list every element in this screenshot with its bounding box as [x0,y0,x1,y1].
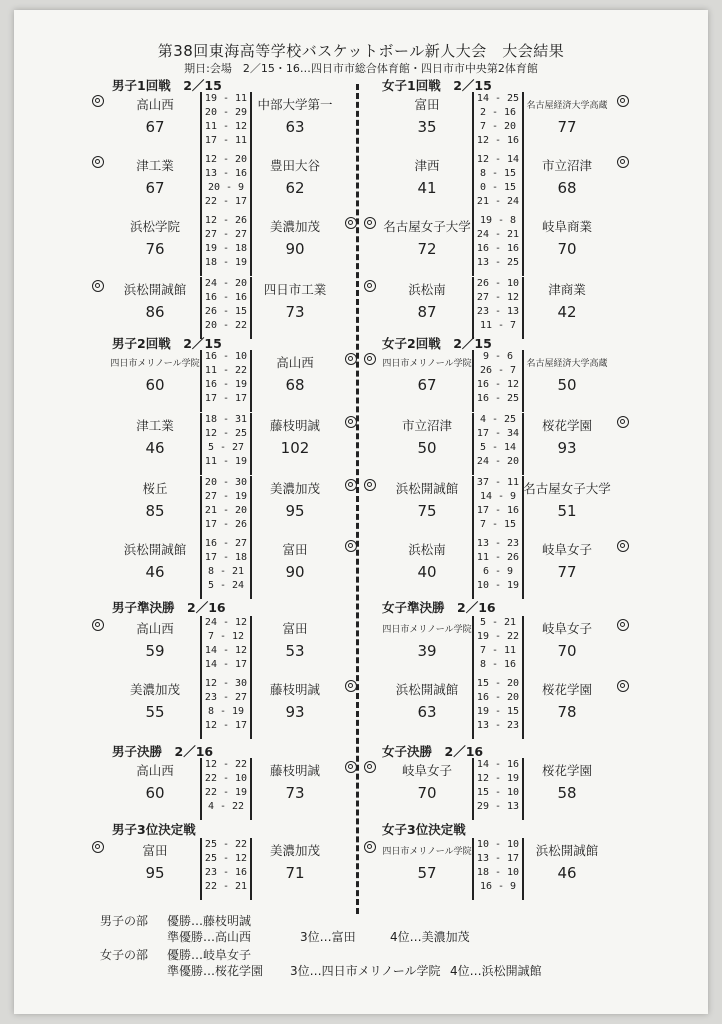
quarter-scores [472,677,524,739]
left-team-score: 72 [417,240,437,258]
girls-match [364,838,634,902]
quarter-score: 22 - 19 [204,787,248,798]
left-team-score: 76 [145,240,165,258]
right-team-name: 岐阜女子 [541,542,592,557]
boys-fourth: 4位…美濃加茂 [390,930,470,944]
left-team-score: 55 [145,703,165,721]
girls-fourth: 4位…浜松開誠館 [450,964,542,978]
quarter-score: 18 - 31 [204,414,248,425]
quarter-score: 5 - 24 [207,580,245,591]
left-team-score: 46 [145,439,165,457]
left-team-name: 高山西 [136,621,174,636]
left-team-name: 浜松開誠館 [395,682,459,697]
girls-round-title: 女子準決勝 2／16 [382,600,496,615]
quarter-score: 7 - 12 [207,631,245,642]
quarter-score: 24 - 21 [476,229,520,240]
quarter-score: 24 - 20 [204,278,248,289]
boys-match [92,838,362,902]
quarter-score: 27 - 12 [476,292,520,303]
winner-mark-icon [345,680,357,692]
quarter-score: 12 - 25 [204,428,248,439]
right-team-name: 高山西 [276,355,314,370]
quarter-score: 22 - 10 [204,773,248,784]
right-team-score: 77 [557,563,577,581]
girls-third: 3位…四日市メリノール学院 [290,964,441,978]
right-team-score: 42 [557,303,577,321]
left-team-name: 津工業 [136,158,174,173]
left-team-name: 浜松開誠館 [123,542,187,557]
right-team-score: 93 [285,703,305,721]
quarter-scores [200,758,252,820]
quarter-score: 19 - 11 [204,93,248,104]
quarter-score: 16 - 27 [204,538,248,549]
left-team-name: 四日市メリノール学院 [110,359,200,369]
girls-summary-label: 女子の部 [100,948,149,962]
left-team-score: 40 [417,563,437,581]
left-team-name: 岐阜女子 [401,763,452,778]
quarter-score: 19 - 15 [476,706,520,717]
quarter-score: 2 - 16 [479,107,517,118]
left-team-score: 95 [145,864,165,882]
quarter-scores [200,277,252,339]
right-team-score: 46 [557,864,577,882]
quarter-score: 13 - 23 [476,720,520,731]
right-team-name: 名古屋経済大学高蔵 [526,101,608,111]
quarter-score: 14 - 12 [204,645,248,656]
winner-mark-icon [617,95,629,107]
right-team-score: 62 [285,179,305,197]
right-team-score: 58 [557,784,577,802]
left-team-name: 四日市メリノール学院 [382,625,472,635]
quarter-score: 13 - 23 [476,538,520,549]
boys-match [92,277,362,341]
quarter-score: 12 - 14 [476,154,520,165]
winner-mark-icon [617,540,629,552]
quarter-score: 12 - 22 [204,759,248,770]
quarter-score: 7 - 15 [479,519,517,530]
girls-match [364,537,634,601]
quarter-score: 4 - 22 [207,801,245,812]
left-team-score: 60 [145,784,165,802]
quarter-score: 20 - 22 [204,320,248,331]
right-team-score: 51 [557,502,577,520]
right-team-name: 名古屋経済大学高蔵 [526,359,608,369]
quarter-score: 11 - 7 [479,320,517,331]
boys-match [92,413,362,477]
left-team-name: 富田 [142,843,168,858]
right-team-name: 富田 [282,542,308,557]
right-team-score: 90 [285,563,305,581]
winner-mark-icon [364,841,376,853]
quarter-scores [200,153,252,215]
right-team-score: 73 [285,303,305,321]
quarter-score: 17 - 26 [204,519,248,530]
quarter-score: 11 - 22 [204,365,248,376]
right-team-name: 名古屋女子大学 [523,481,611,496]
left-team-score: 67 [417,376,437,394]
quarter-scores [200,413,252,475]
right-team-name: 岐阜女子 [541,621,592,636]
left-team-score: 59 [145,642,165,660]
left-team-score: 70 [417,784,437,802]
right-team-score: 70 [557,642,577,660]
winner-mark-icon [364,353,376,365]
winner-mark-icon [345,540,357,552]
right-team-score: 90 [285,240,305,258]
quarter-score: 16 - 12 [476,379,520,390]
quarter-scores [472,277,524,339]
quarter-score: 12 - 30 [204,678,248,689]
right-team-score: 63 [285,118,305,136]
quarter-score: 12 - 16 [476,135,520,146]
left-team-name: 浜松開誠館 [395,481,459,496]
quarter-score: 11 - 19 [204,456,248,467]
quarter-score: 26 - 7 [479,365,517,376]
quarter-score: 5 - 14 [479,442,517,453]
quarter-score: 18 - 19 [204,257,248,268]
girls-match [364,153,634,217]
boys-round-title: 男子決勝 2／16 [112,744,214,759]
quarter-score: 19 - 8 [479,215,517,226]
quarter-score: 19 - 18 [204,243,248,254]
right-team-score: 102 [280,439,310,457]
quarter-score: 21 - 20 [204,505,248,516]
quarter-score: 29 - 13 [476,801,520,812]
quarter-score: 5 - 27 [207,442,245,453]
quarter-score: 23 - 13 [476,306,520,317]
quarter-scores [472,838,524,900]
quarter-score: 17 - 17 [204,393,248,404]
quarter-scores [472,616,524,678]
quarter-score: 21 - 24 [476,196,520,207]
boys-match [92,92,362,156]
girls-round-title: 女子3位決定戦 [382,822,466,837]
right-team-name: 桜花学園 [541,763,592,778]
winner-mark-icon [364,280,376,292]
girls-round-title: 女子1回戦 2／15 [382,78,492,93]
quarter-score: 7 - 11 [479,645,517,656]
quarter-score: 16 - 9 [479,881,517,892]
quarter-score: 11 - 12 [204,121,248,132]
page-title: 第38回東海高等学校バスケットボール新人大会 大会結果 [157,42,565,60]
winner-mark-icon [92,280,104,292]
quarter-score: 17 - 16 [476,505,520,516]
quarter-score: 13 - 17 [476,853,520,864]
quarter-score: 26 - 10 [476,278,520,289]
quarter-score: 23 - 27 [204,692,248,703]
winner-mark-icon [345,761,357,773]
quarter-scores [472,537,524,599]
boys-round-title: 男子2回戦 2／15 [112,336,222,351]
quarter-scores [200,92,252,154]
right-team-name: 豊田大谷 [269,158,320,173]
quarter-score: 15 - 10 [476,787,520,798]
right-team-name: 市立沼津 [541,158,592,173]
quarter-score: 25 - 22 [204,839,248,850]
winner-mark-icon [617,156,629,168]
quarter-score: 18 - 10 [476,867,520,878]
quarter-score: 27 - 19 [204,491,248,502]
quarter-score: 14 - 16 [476,759,520,770]
left-team-score: 75 [417,502,437,520]
winner-mark-icon [617,680,629,692]
girls-match [364,92,634,156]
quarter-scores [200,537,252,599]
quarter-score: 27 - 27 [204,229,248,240]
quarter-score: 23 - 16 [204,867,248,878]
quarter-score: 6 - 9 [482,566,514,577]
quarter-score: 8 - 15 [479,168,517,179]
right-team-name: 四日市工業 [263,282,327,297]
quarter-scores [472,758,524,820]
quarter-scores [200,476,252,538]
left-team-name: 名古屋女子大学 [383,219,471,234]
right-team-score: 53 [285,642,305,660]
girls-winner: 優勝…岐阜女子 [167,948,252,962]
quarter-score: 8 - 19 [207,706,245,717]
girls-round-title: 女子2回戦 2／15 [382,336,492,351]
right-team-name: 浜松開誠館 [535,843,599,858]
winner-mark-icon [364,761,376,773]
right-team-name: 桜花学園 [541,682,592,697]
boys-match [92,616,362,680]
left-team-name: 桜丘 [142,481,168,496]
quarter-score: 16 - 25 [476,393,520,404]
quarter-score: 25 - 12 [204,853,248,864]
winner-mark-icon [345,353,357,365]
right-team-name: 桜花学園 [541,418,592,433]
right-team-name: 藤枝明誠 [269,763,320,778]
quarter-score: 8 - 21 [207,566,245,577]
boys-round-title: 男子準決勝 2／16 [112,600,226,615]
quarter-score: 16 - 20 [476,692,520,703]
right-team-name: 藤枝明誠 [269,418,320,433]
right-team-name: 美濃加茂 [269,843,320,858]
quarter-score: 17 - 11 [204,135,248,146]
boys-match [92,476,362,540]
winner-mark-icon [92,619,104,631]
left-team-score: 50 [417,439,437,457]
right-team-score: 95 [285,502,305,520]
boys-third: 3位…富田 [300,930,356,944]
winner-mark-icon [92,841,104,853]
boys-match [92,677,362,741]
girls-match [364,476,634,540]
quarter-score: 8 - 16 [479,659,517,670]
right-team-score: 93 [557,439,577,457]
right-team-name: 津商業 [548,282,586,297]
boys-match [92,214,362,278]
winner-mark-icon [617,619,629,631]
right-team-score: 50 [557,376,577,394]
quarter-scores [472,214,524,276]
girls-runner-up: 準優勝…桜花学園 [167,964,264,978]
left-team-name: 四日市メリノール学院 [382,847,472,857]
right-team-score: 70 [557,240,577,258]
left-team-score: 46 [145,563,165,581]
boys-winner: 優勝…藤枝明誠 [167,914,252,928]
right-team-name: 中部大学第一 [257,97,333,112]
girls-match [364,350,634,414]
quarter-score: 16 - 16 [204,292,248,303]
quarter-scores [200,214,252,276]
quarter-score: 10 - 10 [476,839,520,850]
left-team-score: 87 [417,303,437,321]
quarter-score: 24 - 12 [204,617,248,628]
left-team-name: 高山西 [136,763,174,778]
quarter-score: 26 - 15 [204,306,248,317]
winner-mark-icon [345,479,357,491]
quarter-score: 22 - 17 [204,196,248,207]
left-team-name: 浜松学院 [129,219,180,234]
page-subtitle: 期日:会場 2／15・16…四日市市総合体育館・四日市市中央第2体育館 [184,62,538,75]
girls-round-title: 女子決勝 2／16 [382,744,484,759]
right-team-score: 73 [285,784,305,802]
winner-mark-icon [617,416,629,428]
left-team-score: 63 [417,703,437,721]
quarter-score: 14 - 9 [479,491,517,502]
quarter-score: 7 - 20 [479,121,517,132]
right-team-name: 藤枝明誠 [269,682,320,697]
left-team-score: 67 [145,118,165,136]
right-team-score: 77 [557,118,577,136]
boys-round-title: 男子1回戦 2／15 [112,78,222,93]
right-team-name: 岐阜商業 [541,219,592,234]
winner-mark-icon [345,217,357,229]
quarter-score: 15 - 20 [476,678,520,689]
girls-match [364,413,634,477]
quarter-scores [200,677,252,739]
left-team-name: 美濃加茂 [129,682,180,697]
winner-mark-icon [92,156,104,168]
left-team-name: 津西 [414,158,440,173]
winner-mark-icon [345,416,357,428]
left-team-name: 浜松南 [408,282,446,297]
quarter-score: 20 - 30 [204,477,248,488]
right-team-score: 71 [285,864,305,882]
girls-match [364,277,634,341]
quarter-score: 12 - 26 [204,215,248,226]
left-team-score: 57 [417,864,437,882]
quarter-scores [200,616,252,678]
boys-match [92,758,362,822]
quarter-score: 4 - 25 [479,414,517,425]
quarter-score: 10 - 19 [476,580,520,591]
quarter-score: 12 - 19 [476,773,520,784]
quarter-scores [472,413,524,475]
boys-match [92,350,362,414]
quarter-score: 14 - 17 [204,659,248,670]
quarter-score: 17 - 34 [476,428,520,439]
left-team-name: 高山西 [136,97,174,112]
quarter-score: 9 - 6 [482,351,514,362]
boys-match [92,537,362,601]
left-team-name: 市立沼津 [401,418,452,433]
quarter-score: 37 - 11 [476,477,520,488]
quarter-score: 24 - 20 [476,456,520,467]
left-team-name: 四日市メリノール学院 [382,359,472,369]
quarter-scores [472,92,524,154]
quarter-score: 14 - 25 [476,93,520,104]
quarter-score: 16 - 16 [476,243,520,254]
left-team-score: 60 [145,376,165,394]
right-team-name: 富田 [282,621,308,636]
quarter-scores [200,838,252,900]
left-team-score: 85 [145,502,165,520]
quarter-score: 17 - 18 [204,552,248,563]
winner-mark-icon [364,217,376,229]
boys-match [92,153,362,217]
left-team-score: 35 [417,118,437,136]
winner-mark-icon [92,95,104,107]
girls-match [364,616,634,680]
right-team-score: 68 [557,179,577,197]
right-team-score: 68 [285,376,305,394]
girls-match [364,214,634,278]
left-team-name: 浜松開誠館 [123,282,187,297]
quarter-score: 16 - 10 [204,351,248,362]
quarter-scores [472,153,524,215]
boys-summary-label: 男子の部 [100,914,149,928]
right-team-score: 78 [557,703,577,721]
boys-round-title: 男子3位決定戦 [112,822,196,837]
quarter-score: 13 - 25 [476,257,520,268]
left-team-score: 41 [417,179,437,197]
left-team-score: 67 [145,179,165,197]
quarter-score: 11 - 26 [476,552,520,563]
quarter-score: 22 - 21 [204,881,248,892]
quarter-score: 16 - 19 [204,379,248,390]
girls-match [364,758,634,822]
quarter-score: 20 - 29 [204,107,248,118]
quarter-score: 12 - 17 [204,720,248,731]
left-team-name: 浜松南 [408,542,446,557]
quarter-score: 20 - 9 [207,182,245,193]
quarter-score: 13 - 16 [204,168,248,179]
quarter-scores [472,476,524,538]
quarter-scores [472,350,524,412]
left-team-name: 富田 [414,97,440,112]
quarter-score: 5 - 21 [479,617,517,628]
quarter-score: 12 - 20 [204,154,248,165]
left-team-name: 津工業 [136,418,174,433]
quarter-score: 19 - 22 [476,631,520,642]
girls-match [364,677,634,741]
winner-mark-icon [364,479,376,491]
right-team-name: 美濃加茂 [269,481,320,496]
quarter-scores [200,350,252,412]
left-team-score: 86 [145,303,165,321]
boys-runner-up: 準優勝…高山西 [167,930,252,944]
quarter-score: 0 - 15 [479,182,517,193]
right-team-name: 美濃加茂 [269,219,320,234]
left-team-score: 39 [417,642,437,660]
